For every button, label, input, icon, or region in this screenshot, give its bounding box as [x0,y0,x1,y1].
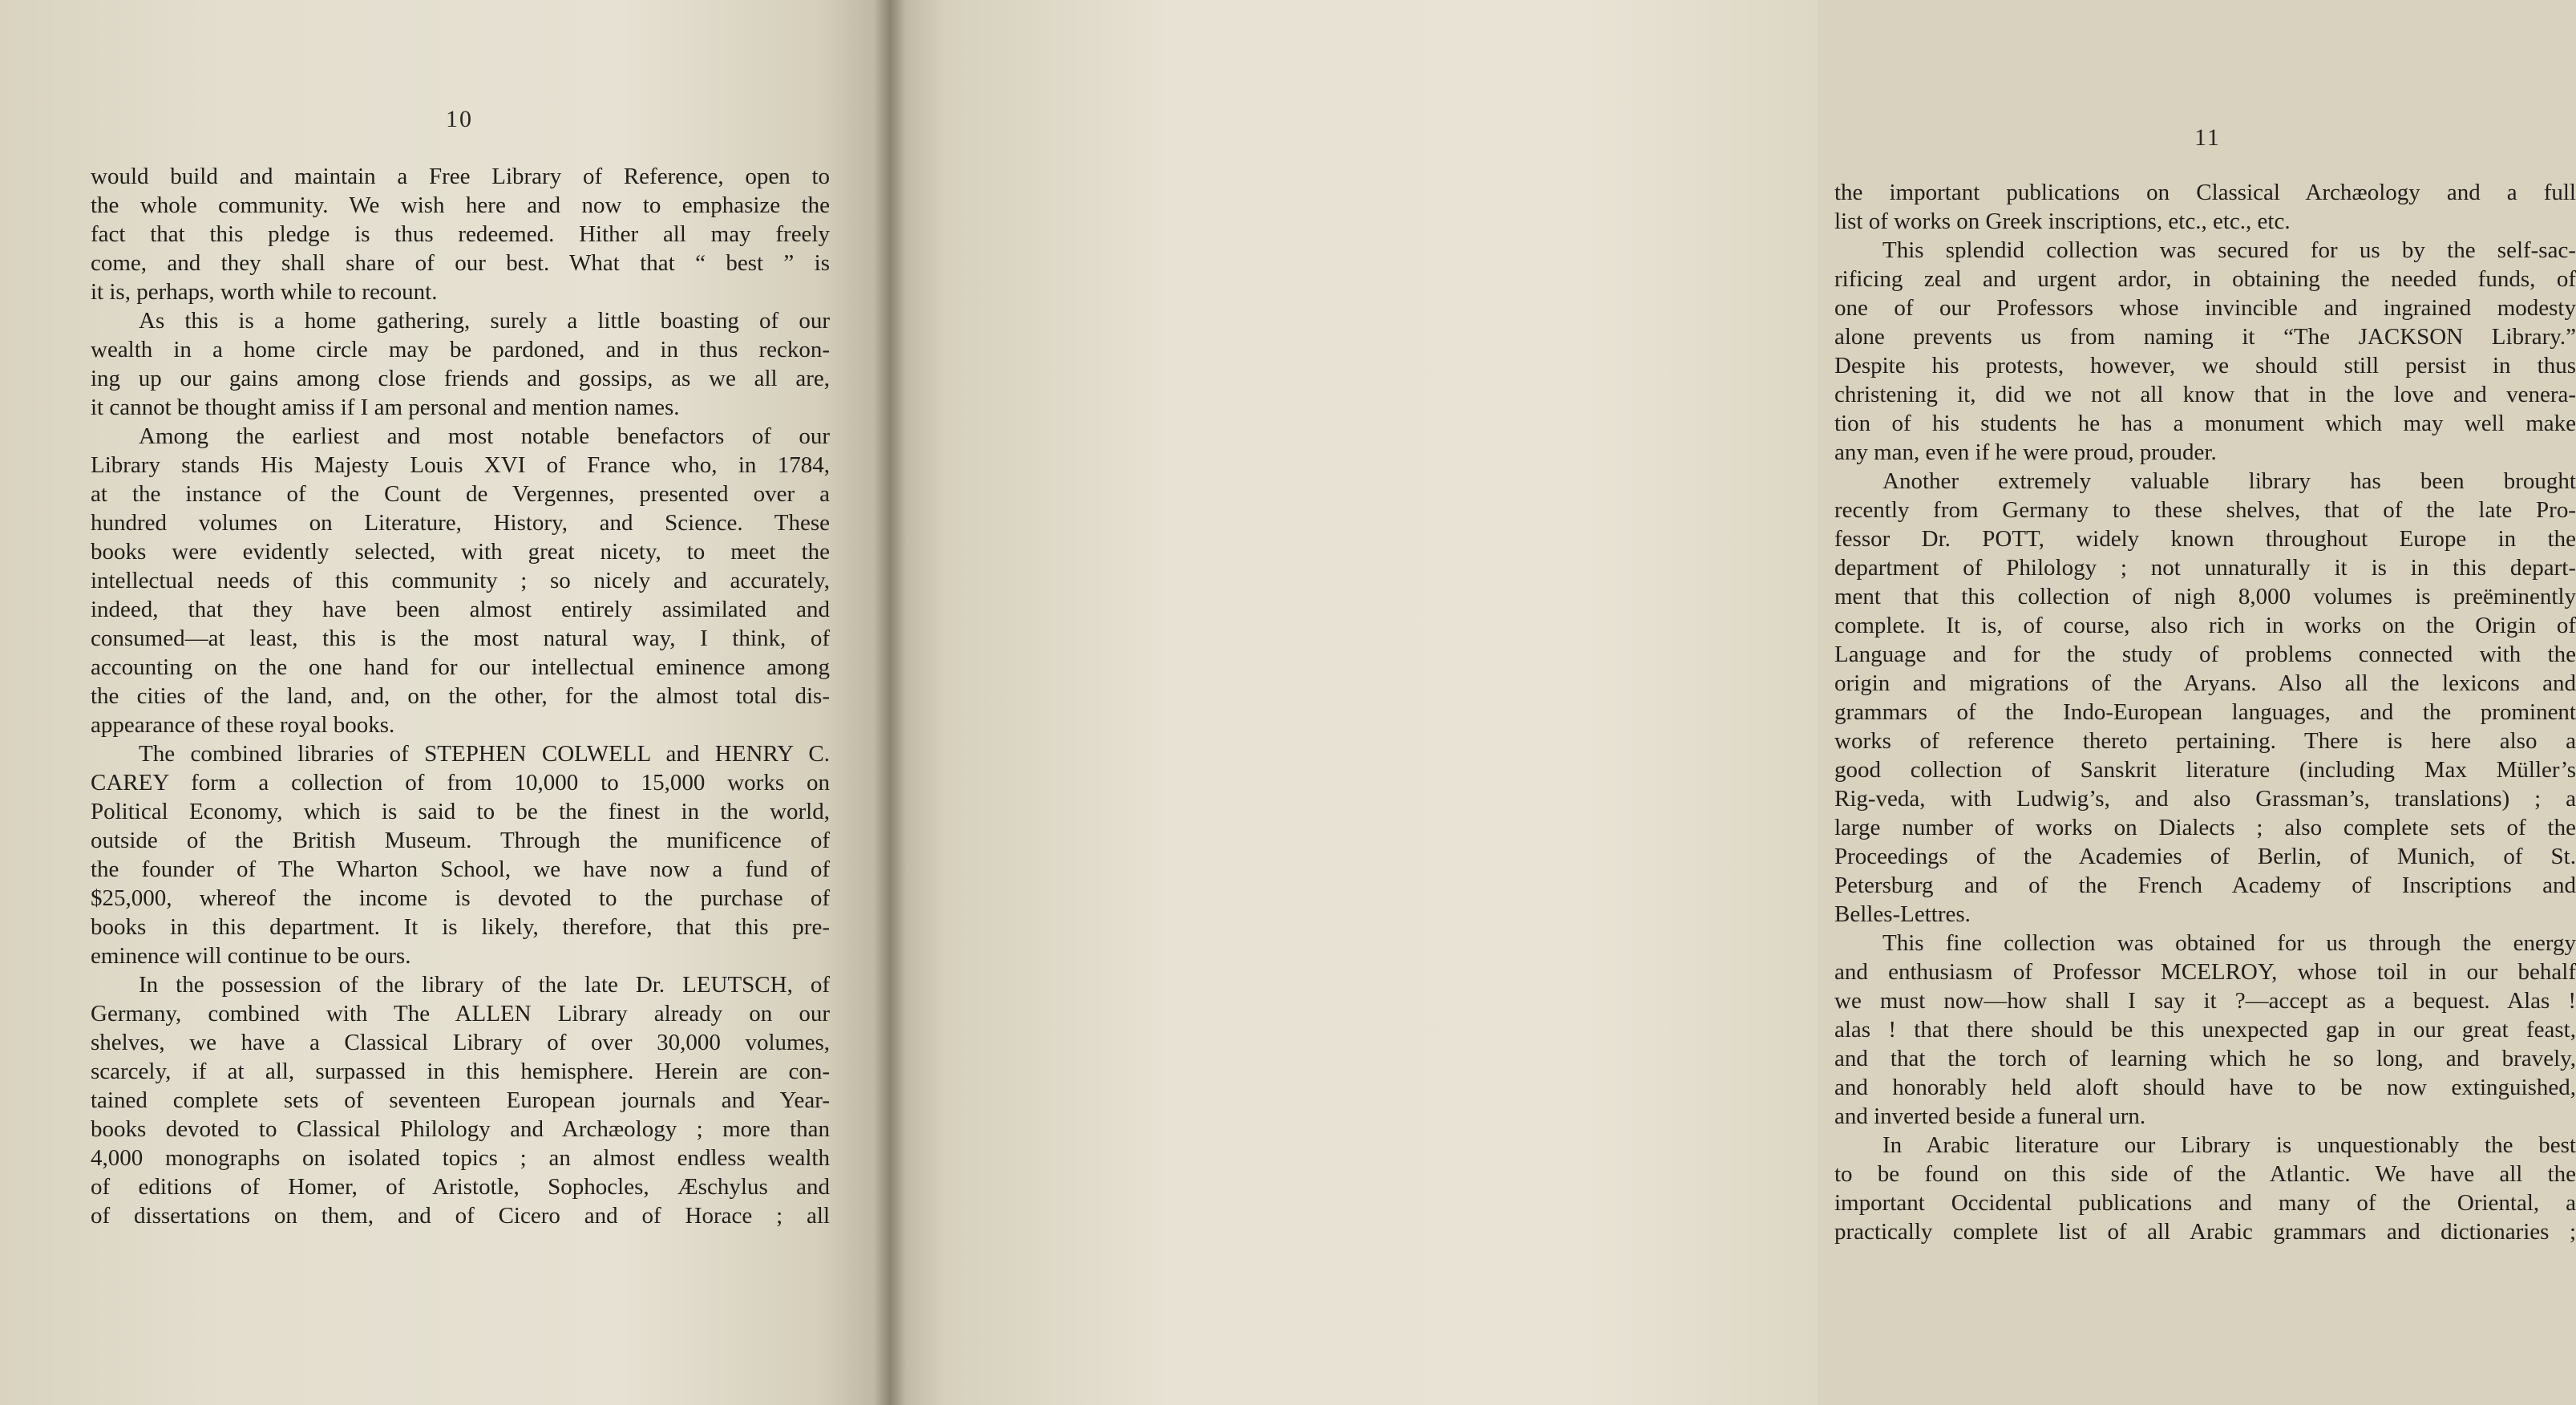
left-page [0,0,890,1405]
text-line: christening it, did we not all know that in the love and venera- [1834,382,2576,407]
text-line: Language and for the study of problems connected with the [1834,642,2576,667]
left-page-text [91,162,830,1230]
text-line: hundred volumes on Literature, History, and Science. These [91,510,830,536]
text-line: the cities of the land, and, on the other, for the almost total dis- [91,683,830,709]
text-line: alone prevents us from naming it “The JACKSON Library.” [1834,324,2576,350]
text-line: consumed—at least, this is the most natural way, I think, of [91,626,830,651]
text-line: Library stands His Majesty Louis XVI of France who, in 1784, [91,452,830,478]
text-line: As this is a home gathering, surely a little boasting of our [139,308,830,334]
text-line: Rig-veda, with Ludwig’s, and also Grassman’s, translations) ; a [1834,786,2576,812]
text-line: books in this department. It is likely, therefore, that this pre- [91,914,830,940]
text-line: $25,000, whereof the income is devoted to the purchase of [91,885,830,911]
text-line: list of works on Greek inscriptions, etc., etc., etc. [1834,209,2291,234]
text-line: accounting on the one hand for our intellectual eminence among [91,654,830,680]
text-line: of dissertations on them, and of Cicero and of Horace ; all [91,1203,830,1229]
text-line: good collection of Sanskrit literature (including Max Müller’s [1834,757,2576,783]
text-line: tion of his students he has a monument which may well make [1834,411,2576,436]
book-gutter [874,0,906,1405]
text-line: intellectual needs of this community ; so nicely and accurately, [91,568,830,593]
text-line: origin and migrations of the Aryans. Also all the lexicons and [1834,670,2576,696]
text-line: department of Philology ; not unnaturally it is in this depart- [1834,555,2576,581]
text-line: wealth in a home circle may be pardoned, and in thus reckon- [91,337,830,362]
text-line: large number of works on Dialects ; also complete sets of the [1834,815,2576,840]
text-line: and enthusiasm of Professor MCELROY, whose toil in our behalf [1834,959,2576,985]
text-line: tained complete sets of seventeen European journals and Year- [91,1087,830,1113]
text-line: Political Economy, which is said to be the finest in the world, [91,799,830,824]
text-line: appearance of these royal books. [91,712,395,738]
text-line: works of reference thereto pertaining. There is here also a [1834,728,2576,754]
text-line: it cannot be thought amiss if I am personal and mention names. [91,395,680,420]
text-line: would build and maintain a Free Library of Reference, open to [91,164,830,189]
text-line: books devoted to Classical Philology and Archæology ; more than [91,1116,830,1142]
text-line: grammars of the Indo-European languages, and the prominent [1834,699,2576,725]
text-line: the important publications on Classical Archæology and a full [1834,180,2576,205]
text-line: In Arabic literature our Library is unquestionably the best [1882,1132,2576,1158]
text-line: Petersburg and of the French Academy of Inscriptions and [1834,873,2576,898]
text-line: Belles-Lettres. [1834,901,1971,927]
text-line: outside of the British Museum. Through the munificence of [91,828,830,853]
text-line: This splendid collection was secured for us by the self-sac- [1882,237,2576,263]
text-line: any man, even if he were proud, prouder. [1834,439,2217,465]
text-line: alas ! that there should be this unexpected gap in our great feast, [1834,1017,2576,1043]
text-line: fact that this pledge is thus redeemed. Hither all may freely [91,221,830,247]
text-line: rificing zeal and urgent ardor, in obtaining the needed funds, of [1834,266,2576,292]
text-line: practically complete list of all Arabic grammars and dictionaries ; [1834,1219,2576,1245]
right-page [890,0,2576,1405]
text-line: and that the torch of learning which he so long, and bravely, [1834,1046,2576,1071]
text-line: Another extremely valuable library has been brought [1882,468,2576,494]
text-line: important Occidental publications and many of the Oriental, a [1834,1190,2576,1216]
text-line: the founder of The Wharton School, we have now a fund of [91,856,830,882]
text-line: This fine collection was obtained for us through the energy [1882,930,2576,956]
text-line: scarcely, if at all, surpassed in this hemisphere. Herein are con- [91,1059,830,1084]
text-line: and inverted beside a funeral urn. [1834,1103,2146,1129]
text-line: books were evidently selected, with great nicety, to meet the [91,539,830,565]
text-line: In the possession of the library of the late Dr. LEUTSCH, of [139,972,830,998]
text-line: Germany, combined with The ALLEN Library already on our [91,1001,830,1026]
text-line: eminence will continue to be ours. [91,943,411,969]
text-line: at the instance of the Count de Vergennes, presented over a [91,481,830,507]
text-line: Among the earliest and most notable benefactors of our [139,423,830,449]
text-line: we must now—how shall I say it ?—accept as a bequest. Alas ! [1834,988,2576,1014]
text-line: one of our Professors whose invincible and ingrained modesty [1834,295,2576,321]
text-line: complete. It is, of course, also rich in works on the Origin of [1834,613,2576,638]
text-line: ing up our gains among close friends and gossips, as we all are, [91,366,830,391]
page-number-left: 10 [446,106,473,132]
text-line: ment that this collection of nigh 8,000 volumes is preëminently [1834,584,2576,609]
right-page-text [1834,178,2576,1246]
page-number-right: 11 [2194,124,2221,151]
text-line: of editions of Homer, of Aristotle, Sophocles, Æschylus and [91,1174,830,1200]
text-line: The combined libraries of STEPHEN COLWELL and HENRY C. [139,741,830,767]
text-line: come, and they shall share of our best. What that “ best ” is [91,250,830,276]
text-line: to be found on this side of the Atlantic. We have all the [1834,1161,2576,1187]
text-line: and honorably held aloft should have to be now extinguished, [1834,1075,2576,1100]
text-line: shelves, we have a Classical Library of over 30,000 volumes, [91,1030,830,1055]
text-line: 4,000 monographs on isolated topics ; an almost endless wealth [91,1145,830,1171]
text-line: the whole community. We wish here and now to emphasize the [91,192,830,218]
text-line: recently from Germany to these shelves, that of the late Pro- [1834,497,2576,523]
text-line: Proceedings of the Academies of Berlin, of Munich, of St. [1834,844,2576,869]
text-line: Despite his protests, however, we should still persist in thus [1834,353,2576,379]
text-line: indeed, that they have been almost entirely assimilated and [91,597,830,622]
text-line: CAREY form a collection of from 10,000 to 15,000 works on [91,770,830,796]
text-line: fessor Dr. POTT, widely known throughout Europe in the [1834,526,2576,552]
text-line: it is, perhaps, worth while to recount. [91,279,438,305]
